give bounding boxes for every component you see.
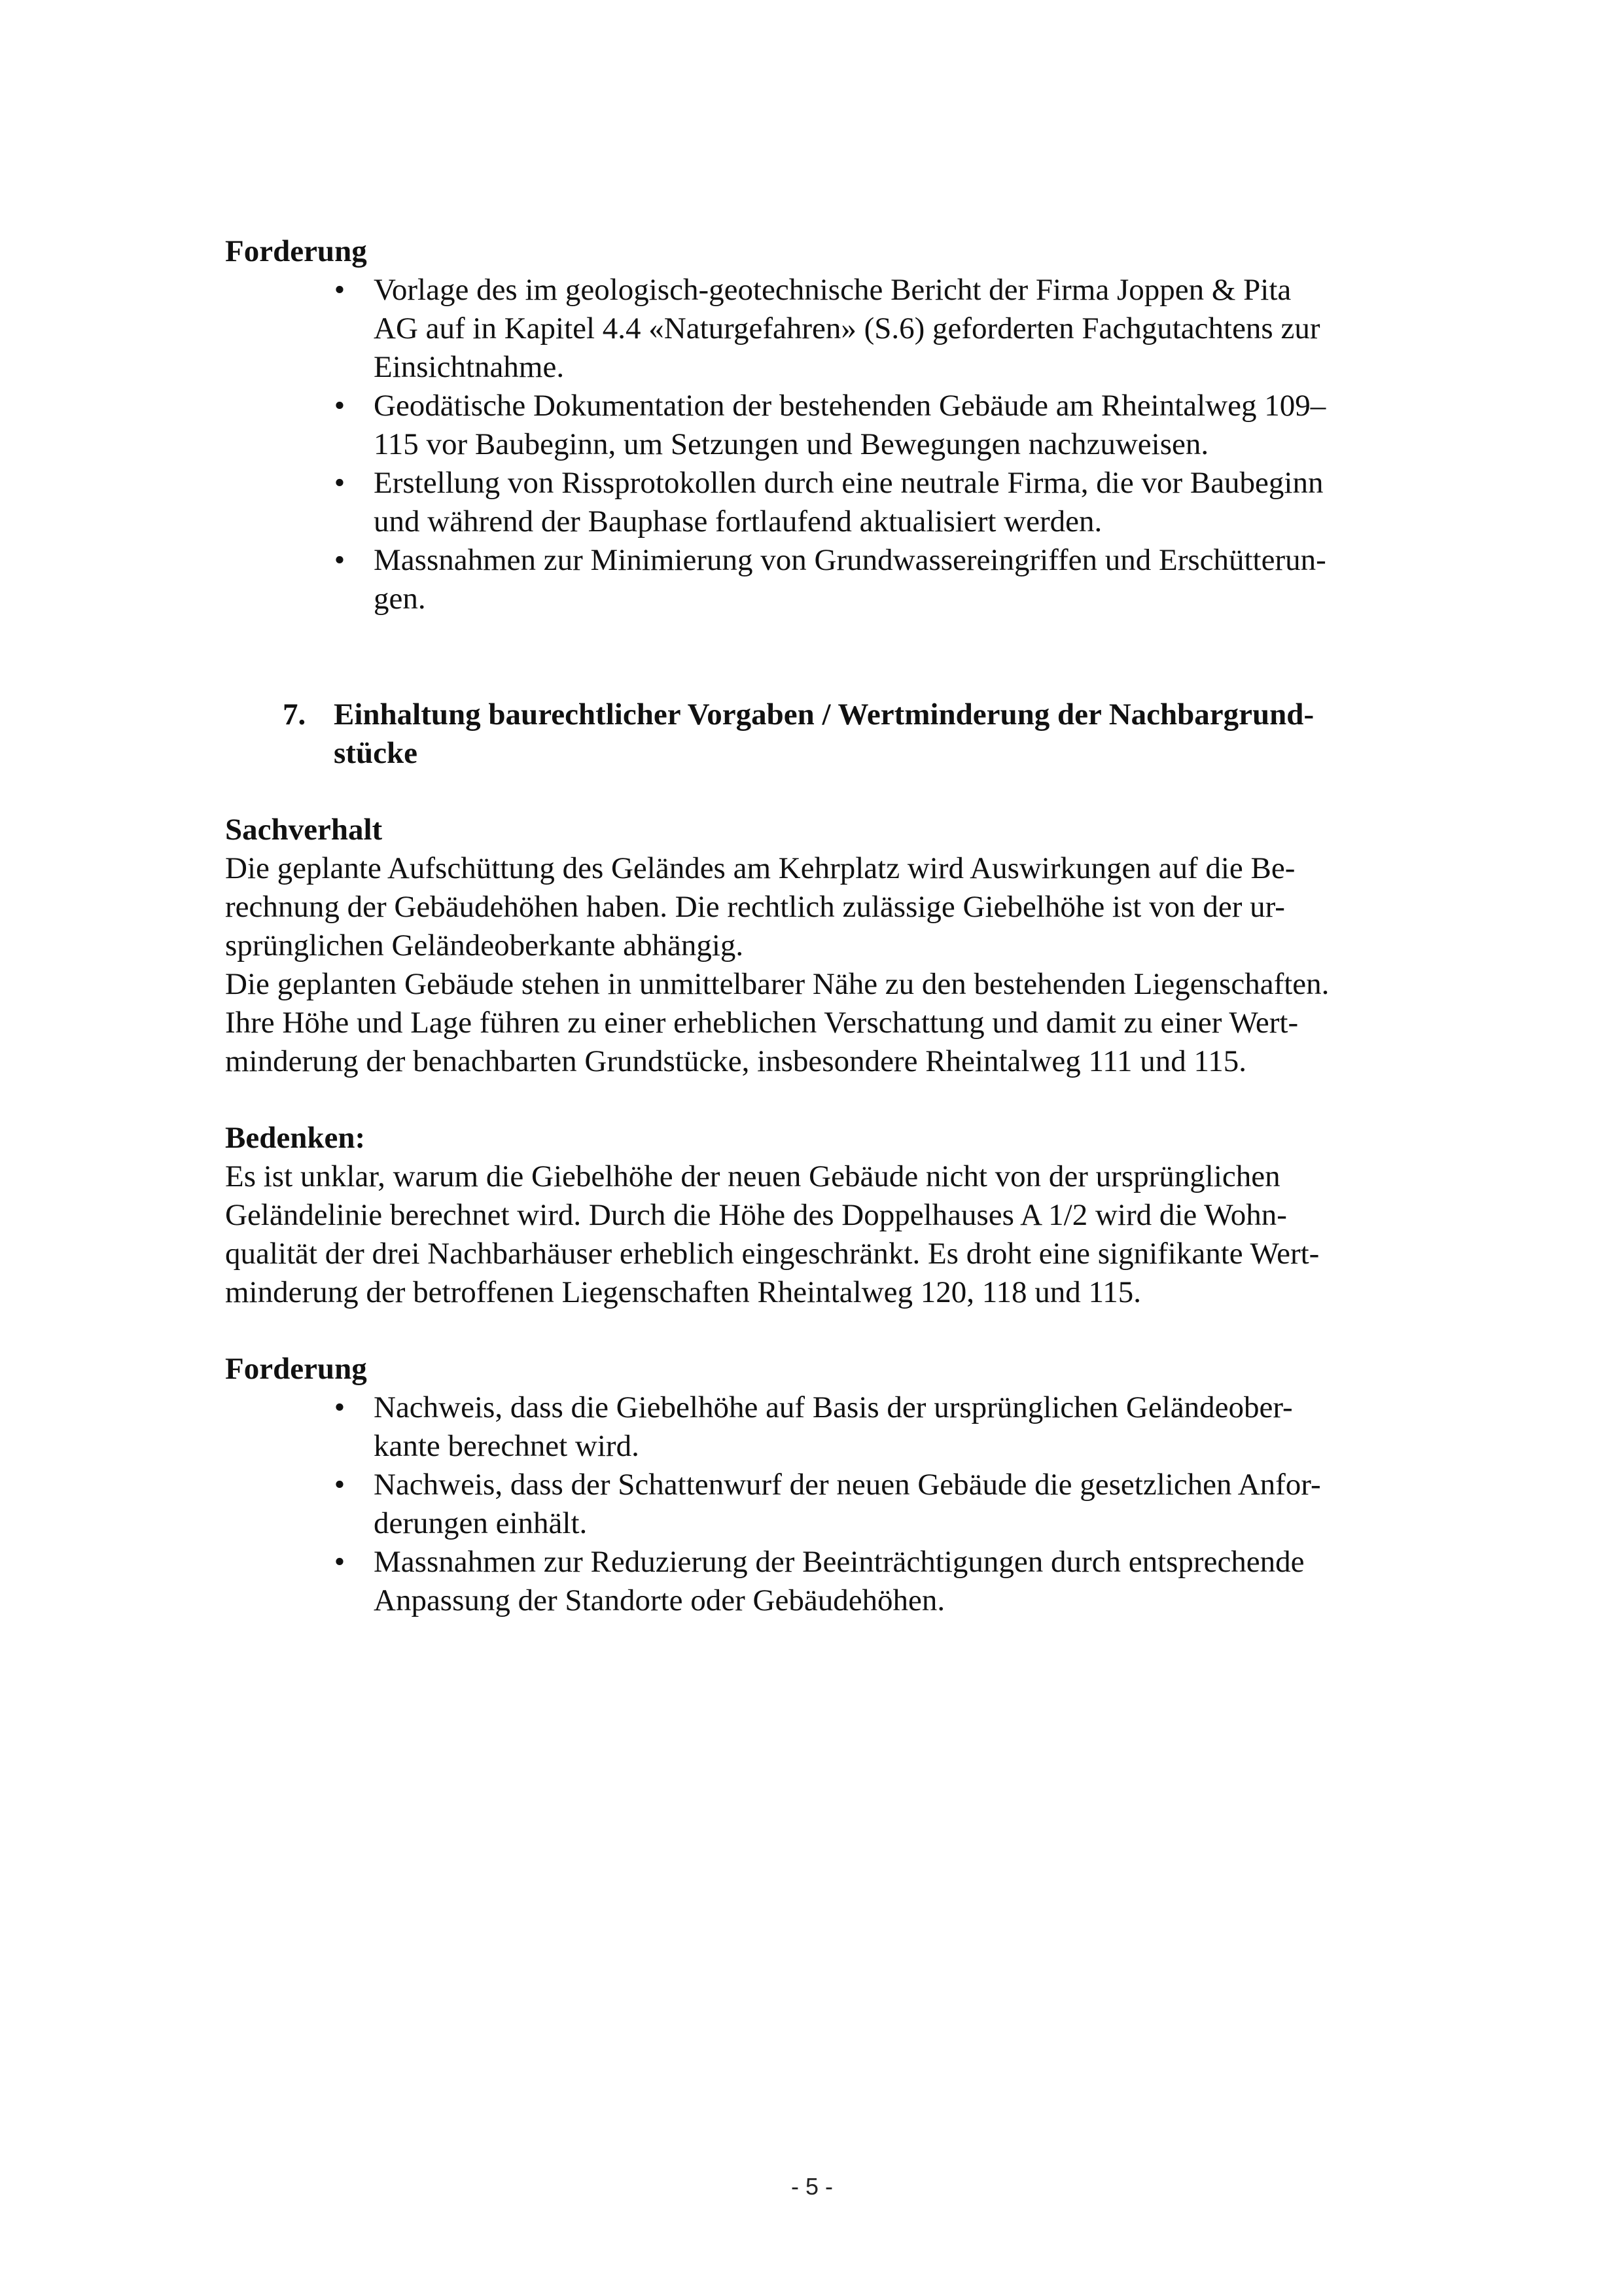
- bullet-icon: •: [334, 466, 345, 500]
- bedenken-heading: Bedenken:: [225, 1121, 366, 1155]
- bullet-icon: •: [334, 1545, 345, 1579]
- sachverhalt-heading: Sachverhalt: [225, 813, 383, 847]
- sachverhalt-text: Die geplante Aufschüttung des Geländes am Kehrplatz wird Auswirkungen auf die Be- rechnung der Gebäudehöhen haben. Die rechtlich zulässige Giebelhöhe ist von der ur- sprünglichen Geländeoberkante abhängig. Die geplanten Gebäude stehen in unmittelbarer Nähe zu den bestehenden Liegenschaften. Ihre Höhe und Lage führen zu einer erheblichen Verschattung und damit zu einer Wert- minderung der benachbarten Grundstücke, insbesondere Rheintalweg 111 und 115.: [225, 851, 1330, 1078]
- spacer: [225, 1312, 1403, 1350]
- list-item: • Massnahmen zur Reduzierung der Beeinträchtigungen durch entsprechende Anpassung der Standorte oder Gebäudehöhen.: [225, 1543, 1403, 1620]
- section-number: 7.: [283, 698, 306, 732]
- list-item: • Geodätische Dokumentation der bestehenden Gebäude am Rheintalweg 109– 115 vor Baubeginn, um Setzungen und Bewegungen nachzuweisen.: [225, 387, 1403, 464]
- page-number: - 5 -: [790, 2173, 833, 2200]
- list-item: • Nachweis, dass der Schattenwurf der neuen Gebäude die gesetzlichen Anfor- derungen einhält.: [225, 1466, 1403, 1543]
- list-item: • Nachweis, dass die Giebelhöhe auf Basis der ursprünglichen Geländeober- kante berechnet wird.: [225, 1388, 1403, 1466]
- bullet-icon: •: [334, 389, 345, 423]
- forderung-list-2: [225, 1388, 1403, 1620]
- bullet-icon: •: [334, 1468, 345, 1502]
- spacer: [225, 618, 1403, 696]
- spacer: [225, 1081, 1403, 1119]
- page-content: [225, 232, 1403, 1620]
- list-item: • Massnahmen zur Minimierung von Grundwassereingriffen und Erschütterun- gen.: [225, 541, 1403, 618]
- forderung-heading-1: Forderung: [225, 234, 367, 268]
- bedenken-text: Es ist unklar, warum die Giebelhöhe der neuen Gebäude nicht von der ursprünglichen Geländelinie berechnet wird. Durch die Höhe des Doppelhauses A 1/2 wird die Wohn- qualität der drei Nachbarhäuser erheblich eingeschränkt. Es droht eine signifikante Wert- minderung der betroffenen Liegenschaften Rheintalweg 120, 118 und 115.: [225, 1159, 1320, 1309]
- section-title-line: Einhaltung baurechtlicher Vorgaben / Wertminderung der Nachbargrund-: [334, 698, 1315, 732]
- bullet-icon: •: [334, 273, 345, 307]
- forderung-heading-2: Forderung: [225, 1352, 367, 1386]
- section-title-line: stücke: [334, 736, 417, 770]
- section-7-heading: [225, 696, 1403, 773]
- bullet-icon: •: [334, 1390, 345, 1424]
- bullet-icon: •: [334, 543, 345, 577]
- spacer: [225, 773, 1403, 811]
- forderung-list-1: [225, 271, 1403, 618]
- list-item: • Vorlage des im geologisch-geotechnische Bericht der Firma Joppen & Pita AG auf in Kapitel 4.4 «Naturgefahren» (S.6) geforderten Fachgutachtens zur Einsichtnahme.: [225, 271, 1403, 387]
- list-item: • Erstellung von Rissprotokollen durch eine neutrale Firma, die vor Baubeginn und während der Bauphase fortlaufend aktualisiert werden.: [225, 464, 1403, 541]
